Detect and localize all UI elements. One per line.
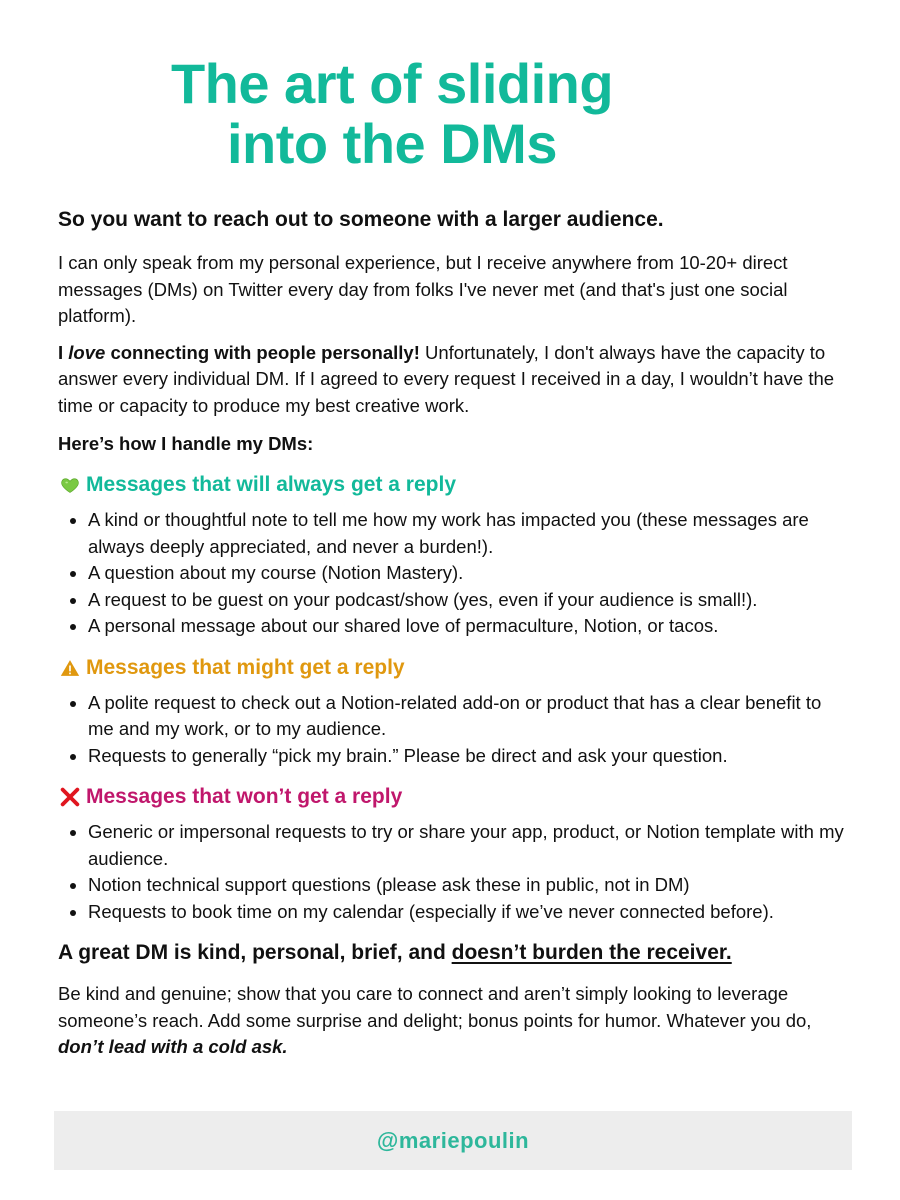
great-dm-heading	[58, 939, 848, 967]
closing-paragraph	[58, 981, 848, 1061]
list-item: • Generic or impersonal requests to try or share your app, product, or Notion template with my audience.	[88, 819, 848, 872]
section-title: Messages that will always get a reply	[86, 473, 456, 496]
list-item: • A polite request to check out a Notion-related add-on or product that has a clear benefit to me and my work, or to my audience.	[88, 690, 848, 743]
always-reply-list	[58, 507, 848, 640]
love-bold-pre: I	[58, 341, 69, 363]
green-heart-icon	[58, 473, 82, 497]
list-item: • A request to be guest on your podcast/show (yes, even if your audience is small!).	[88, 587, 848, 614]
title-line-1: The art of sliding	[170, 52, 614, 115]
closing-emphasis: don’t lead with a cold ask.	[58, 1036, 288, 1057]
title-line-2: into the DMs	[227, 112, 557, 175]
section-always-reply-heading	[58, 471, 848, 499]
section-title: Messages that might get a reply	[86, 655, 405, 679]
page-title	[0, 54, 842, 174]
section-might-reply-heading	[58, 654, 848, 682]
no-reply-list	[58, 819, 848, 925]
list-item: • Notion technical support questions (please ask these in public, not in DM)	[88, 872, 848, 899]
might-reply-list	[58, 690, 848, 770]
list-item: • Requests to book time on my calendar (especially if we’ve never connected before).	[88, 899, 848, 926]
section-title: Messages that won’t get a reply	[86, 785, 403, 808]
section-no-reply-heading	[58, 783, 848, 811]
handle-title: Here’s how I handle my DMs:	[58, 433, 314, 454]
intro-paragraph: I can only speak from my personal experience, but I receive anywhere from 10-20+ direct messages (DMs) on Twitter every day from folks I've never met (and that's just one social platform).	[58, 252, 788, 326]
love-bold	[58, 342, 420, 363]
lead-heading: So you want to reach out to someone with a larger audience.	[58, 208, 664, 231]
love-rest: Unfortunately, I don't always have the capacity to answer every individual DM. If I agreed to every request I received in a day, I wouldn’t have the time or capacity to produce my best creative work.	[58, 341, 835, 416]
list-item: • Requests to generally “pick my brain.” Please be direct and ask your question.	[88, 743, 848, 770]
list-item: • A personal message about our shared love of permaculture, Notion, or tacos.	[88, 613, 848, 640]
list-item: • A question about my course (Notion Mastery).	[88, 560, 848, 587]
footer-handle: @mariepoulin	[376, 1127, 530, 1153]
footer-banner	[54, 1111, 852, 1170]
love-emphasis: love	[68, 341, 106, 363]
closing-text: Be kind and genuine; show that you care to connect and aren’t simply looking to leverage someone’s reach. Add some surprise and delight; bonus points for humor. Whatever you do,	[58, 983, 812, 1031]
red-x-icon	[58, 785, 82, 809]
list-item: • A kind or thoughtful note to tell me how my work has impacted you (these messages are always deeply appreciated, and never a burden!).	[88, 507, 848, 560]
love-bold-post: connecting with people personally!	[105, 341, 420, 363]
great-dm-pre: A great DM is kind, personal, brief, and	[58, 941, 452, 964]
content	[58, 206, 848, 1071]
love-paragraph	[58, 340, 848, 420]
great-dm-underlined: doesn’t burden the receiver.	[451, 941, 732, 964]
warning-icon	[58, 656, 82, 680]
